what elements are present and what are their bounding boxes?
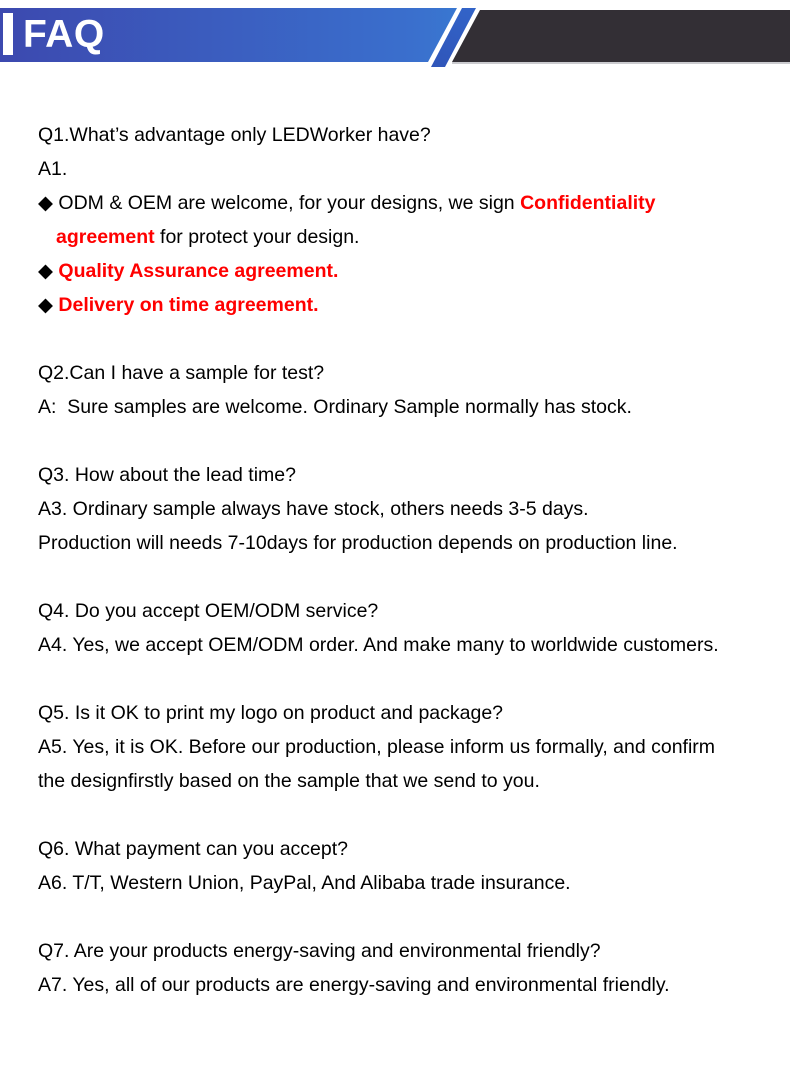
faq-text: A: Sure samples are welcome. Ordinary Sample normally has stock.: [38, 396, 632, 418]
faq-block: [38, 356, 762, 424]
faq-line: [38, 220, 762, 254]
faq-text: the designfirstly based on the sample that we send to you.: [38, 770, 540, 792]
faq-block: [38, 458, 762, 560]
faq-block: [38, 832, 762, 900]
page-title: FAQ: [23, 13, 105, 56]
faq-text: A4. Yes, we accept OEM/ODM order. And make many to worldwide customers.: [38, 634, 719, 656]
faq-block: [38, 696, 762, 798]
faq-text: A3. Ordinary sample always have stock, others needs 3-5 days.: [38, 498, 589, 520]
faq-text: ◆: [38, 260, 59, 282]
faq-line: [38, 254, 762, 288]
banner-bottom-line: [452, 62, 790, 64]
faq-line: [38, 186, 762, 220]
faq-line: [38, 832, 762, 866]
faq-highlight-text: agreement: [56, 226, 155, 248]
faq-block: [38, 934, 762, 1002]
faq-text: Q3. How about the lead time?: [38, 464, 296, 486]
faq-line: [38, 594, 762, 628]
faq-text: Q4. Do you accept OEM/ODM service?: [38, 600, 379, 622]
faq-header-banner: [0, 0, 790, 75]
faq-text: ◆: [38, 294, 59, 316]
faq-line: [38, 526, 762, 560]
faq-line: [38, 628, 762, 662]
faq-line: [38, 968, 762, 1002]
faq-text: Q5. Is it OK to print my logo on product and package?: [38, 702, 504, 724]
faq-text: Production will needs 7-10days for production depends on production line.: [38, 532, 678, 554]
faq-line: [38, 152, 762, 186]
faq-highlight-text: Quality Assurance agreement.: [58, 260, 339, 282]
faq-text: Q1.What’s advantage only LEDWorker have?: [38, 124, 431, 146]
faq-line: [38, 492, 762, 526]
faq-line: [38, 390, 762, 424]
faq-text: A1.: [38, 158, 68, 180]
faq-text: A7. Yes, all of our products are energy-saving and environmental friendly.: [38, 974, 670, 996]
faq-highlight-text: Confidentiality: [520, 192, 656, 214]
faq-text: Q2.Can I have a sample for test?: [38, 362, 325, 384]
faq-line: [38, 696, 762, 730]
faq-line: [38, 118, 762, 152]
faq-text: A6. T/T, Western Union, PayPal, And Alibaba trade insurance.: [38, 872, 571, 894]
faq-text: A5. Yes, it is OK. Before our production, please inform us formally, and confirm: [38, 736, 716, 758]
faq-text: ◆ ODM & OEM are welcome, for your designs, we sign: [38, 192, 521, 214]
faq-block: [38, 594, 762, 662]
faq-line: [38, 866, 762, 900]
faq-content: [0, 75, 790, 1002]
faq-text: for protect your design.: [154, 226, 360, 248]
faq-text: Q7. Are your products energy-saving and environmental friendly?: [38, 940, 601, 962]
title-marker-bar: [3, 13, 13, 55]
faq-line: [38, 730, 762, 764]
faq-text: Q6. What payment can you accept?: [38, 838, 349, 860]
faq-highlight-text: Delivery on time agreement.: [58, 294, 319, 316]
faq-line: [38, 458, 762, 492]
faq-line: [38, 934, 762, 968]
faq-line: [38, 288, 762, 322]
faq-block: [38, 118, 762, 322]
faq-line: [38, 356, 762, 390]
faq-line: [38, 764, 762, 798]
